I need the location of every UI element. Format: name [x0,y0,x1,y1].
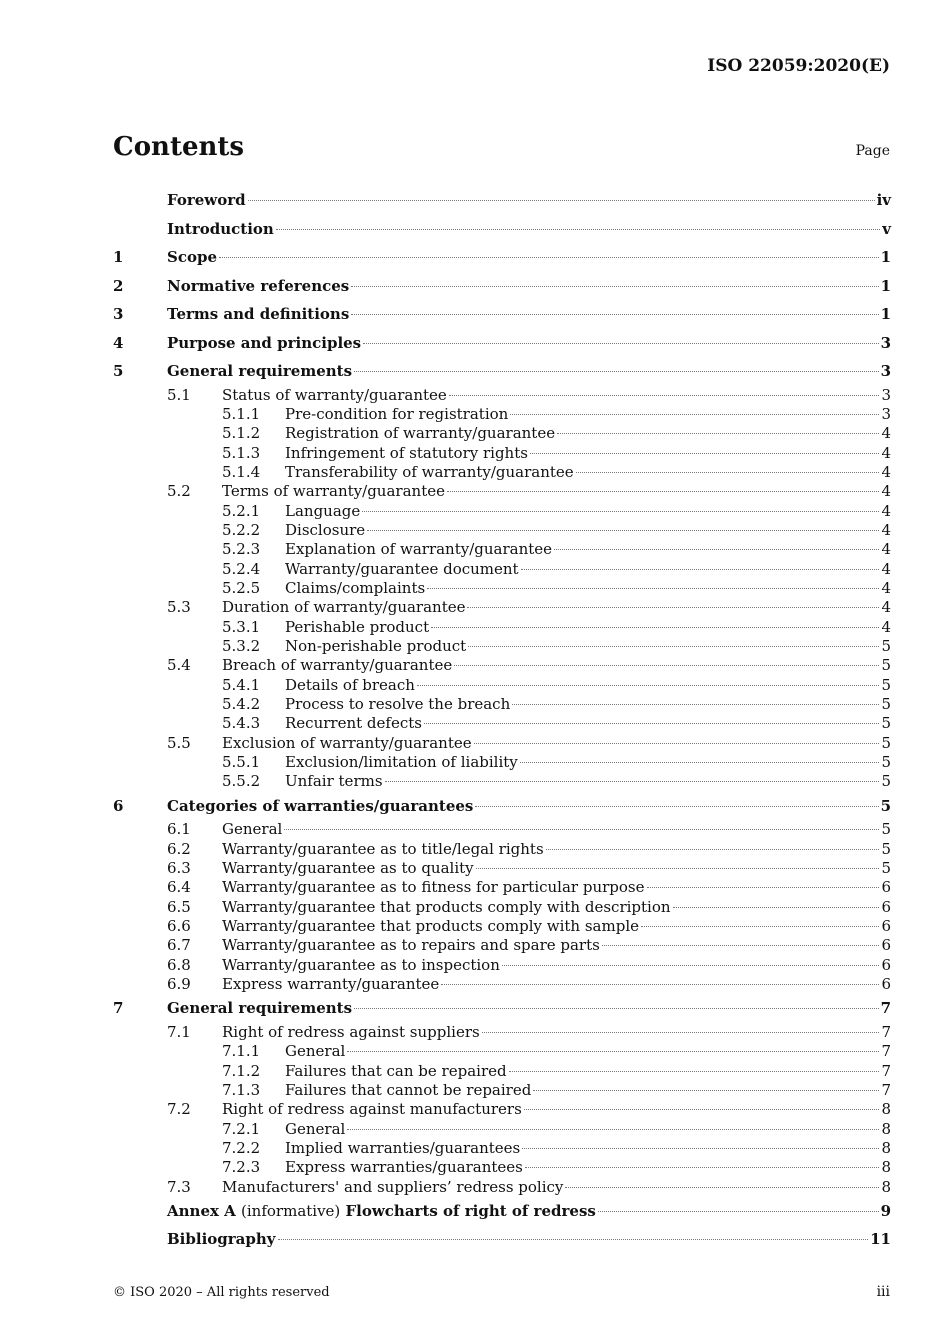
toc-page-number: 9 [880,1201,891,1220]
toc-section-number: 5.3.2 [222,636,261,655]
toc-entry[interactable] [113,772,891,791]
toc-page-number: 7 [881,1080,891,1099]
toc-entry-title: Status of warranty/guarantee [222,385,447,404]
toc-entry-title: Warranty/guarantee as to fitness for particular purpose [222,878,645,897]
toc-page-number: 6 [881,955,891,974]
dot-leader [554,549,879,550]
toc-entry-title: Implied warranties/guarantees [285,1138,521,1157]
toc-entry-title: Perishable product [285,617,430,636]
toc-entry[interactable] [113,695,891,714]
toc-annex-label: Annex A [167,1201,236,1220]
toc-entry-title: General [285,1119,346,1138]
toc-section-number: 5.4.1 [222,675,261,694]
toc-section-number: 5.2.1 [222,501,261,520]
toc-entry-title: Warranty/guarantee document [285,559,519,578]
toc-section-number: 5.1.3 [222,443,261,462]
toc-entry-title: Duration of warranty/guarantee [222,598,466,617]
toc-page-number: 5 [881,714,891,733]
toc-entry[interactable] [113,243,891,272]
toc-entry[interactable] [113,1225,891,1254]
toc-section-number: 5.1.1 [222,404,261,423]
toc-entry[interactable] [113,186,891,215]
toc-entry-title: Recurrent defects [285,714,422,733]
toc-entry-title: Warranty/guarantee as to quality [222,858,474,877]
toc-page-number: 5 [881,695,891,713]
toc-entry[interactable] [113,386,891,405]
toc-entry[interactable] [113,878,891,897]
toc-page-number: 4 [881,540,891,559]
dot-leader [565,1187,879,1188]
toc-section-number: 5.4.2 [222,695,261,713]
toc-entry-title: Language [285,501,361,520]
toc-entry-title: Failures that can be repaired [285,1061,507,1080]
toc-section-number: 6 [113,796,124,815]
dot-leader [467,607,879,608]
dot-leader [476,868,880,869]
toc-section-number: 5.2.2 [222,520,261,539]
toc-entry[interactable] [113,618,891,637]
toc-entry-title: Warranty/guarantee as to repairs and spare parts [222,936,600,955]
dot-leader [602,945,880,946]
toc-annex-title: Flowcharts of right of redress [345,1201,596,1220]
toc-entry-title: Registration of warranty/guarantee [285,424,556,443]
toc-entry[interactable] [113,714,891,733]
toc-entry-title: Explanation of warranty/guarantee [285,540,553,559]
contents-title: Contents [113,132,245,162]
toc-page-number: 5 [881,858,891,877]
toc-page-number: 3 [880,362,891,380]
toc-entry[interactable] [113,560,891,579]
dot-leader [248,200,875,201]
dot-leader [510,414,879,415]
dot-leader [454,665,879,666]
dot-leader [347,1129,879,1130]
dot-leader [284,829,879,830]
dot-leader [219,257,879,258]
toc-section-number: 4 [113,333,124,352]
dot-leader [427,588,879,589]
toc-entry[interactable] [113,1100,891,1119]
toc-entry-title: Terms of warranty/guarantee [222,482,445,501]
dot-leader [354,371,879,372]
dot-leader [351,314,878,315]
toc-entry-title: Breach of warranty/guarantee [222,656,453,675]
toc-entry[interactable] [113,917,891,936]
toc-section-number: 7.1.2 [222,1061,261,1080]
toc-entry[interactable] [113,1023,891,1042]
dot-leader [546,849,880,850]
toc-entry-title: Bibliography [167,1230,276,1249]
toc-entry-title: General [222,820,283,839]
toc-section-number: 5.4.3 [222,714,261,733]
toc-page-number: 8 [881,1158,891,1177]
toc-entry-title: Express warranty/guarantee [222,974,440,993]
toc-page-number: 3 [881,404,891,423]
toc-page-number: 8 [881,1177,891,1196]
toc-page-number: 8 [881,1138,891,1157]
toc-entry[interactable] [113,859,891,878]
toc-entry-title: Purpose and principles [167,333,362,352]
dot-leader [354,1008,879,1009]
toc-entry[interactable] [113,1062,891,1081]
toc-section-number: 5.2.4 [222,559,261,578]
toc-entry-title: Failures that cannot be repaired [285,1080,532,1099]
toc-section-number: 7.2.3 [222,1158,261,1177]
toc-page-number: 4 [881,598,891,617]
dot-leader [482,1032,880,1033]
page-number: iii [876,1284,890,1300]
toc-section-number: 6.9 [167,974,191,993]
dot-leader [347,1051,879,1052]
toc-entry[interactable] [113,936,891,955]
toc-page-number: 4 [881,501,891,520]
toc-page-number: 5 [881,839,891,858]
toc-entry[interactable] [113,521,891,540]
dot-leader [502,965,880,966]
toc-entry[interactable] [113,898,891,917]
toc-entry-title: General requirements [167,362,353,380]
toc-page-number: 3 [881,385,891,404]
toc-entry-title: Normative references [167,276,350,295]
toc-annex-note: (informative) [241,1201,341,1220]
toc-section-number: 5.2 [167,482,191,501]
toc-entry[interactable] [113,1178,891,1197]
dot-leader [474,743,880,744]
toc-section-number: 5.1 [167,385,191,404]
page-column-heading: Page [855,143,890,159]
toc-page-number: 5 [881,675,891,694]
toc-page-number: 6 [881,878,891,897]
toc-section-number: 5.2.5 [222,578,261,597]
document-id: ISO 22059:2020(E) [707,56,890,76]
toc-page-number: 5 [881,733,891,752]
toc-entry[interactable] [113,463,891,482]
dot-leader [576,472,880,473]
toc-page-number: v [882,219,891,238]
toc-entry-title: Right of redress against suppliers [222,1022,480,1041]
toc-entry-title: Exclusion of warranty/guarantee [222,733,472,752]
toc-section-number: 5.3 [167,598,191,617]
dot-leader [447,491,879,492]
toc-page-number: 7 [881,1061,891,1080]
toc-section-number: 5.1.4 [222,462,261,481]
toc-section-number: 6.5 [167,897,191,916]
toc-section-number: 6.3 [167,858,191,877]
toc-section-number: 7.1.3 [222,1080,261,1099]
dot-leader [449,395,880,396]
toc-section-number: 7.2.1 [222,1119,261,1138]
toc-entry-title: Transferability of warranty/guarantee [285,462,574,481]
toc-entry[interactable] [113,540,891,559]
table-of-contents [113,186,891,1254]
toc-page-number: 3 [880,333,891,352]
toc-entry-title: Categories of warranties/guarantees [167,796,474,815]
toc-page-number: 7 [880,999,891,1018]
toc-entry-title: Terms and definitions [167,305,350,323]
toc-section-number: 5.4 [167,656,191,675]
toc-entry[interactable] [113,676,891,695]
toc-entry[interactable] [113,357,891,386]
toc-entry[interactable] [113,656,891,675]
toc-page-number: 4 [881,443,891,462]
toc-page-number: 4 [881,482,891,501]
dot-leader [524,1109,880,1110]
toc-entry-title: Scope [167,248,218,266]
toc-entry[interactable] [113,482,891,501]
toc-entry-title: Warranty/guarantee as to inspection [222,955,500,974]
toc-page-number: 8 [881,1100,891,1119]
toc-entry-title: Claims/complaints [285,578,426,597]
toc-entry-title: Foreword [167,191,246,209]
toc-section-number: 7.3 [167,1177,191,1196]
copyright-notice: © ISO 2020 – All rights reserved [113,1285,330,1300]
toc-entry-title: Details of breach [285,675,415,694]
toc-page-number: 1 [880,248,891,266]
toc-page-number: 6 [881,916,891,935]
toc-section-number: 5.3.1 [222,617,261,636]
dot-leader [385,781,880,782]
toc-entry[interactable] [113,1042,891,1061]
toc-entry[interactable] [113,424,891,443]
toc-page-number: 5 [881,772,891,791]
toc-entry[interactable] [113,1158,891,1177]
toc-page-number: 8 [881,1119,891,1138]
toc-entry[interactable] [113,840,891,859]
toc-entry-title [167,1197,596,1226]
toc-page-number: 1 [880,276,891,295]
toc-section-number: 7.2.2 [222,1138,261,1157]
toc-entry-title: Exclusion/limitation of liability [285,753,518,772]
toc-entry[interactable] [113,975,891,994]
toc-entry-title: Express warranties/guarantees [285,1158,523,1177]
toc-entry-title: Introduction [167,219,274,238]
toc-section-number: 5.5 [167,733,191,752]
toc-section-number: 7.1.1 [222,1042,261,1061]
toc-section-number: 5 [113,362,124,380]
dot-leader [363,343,878,344]
dot-leader [468,646,879,647]
toc-entry-title: Infringement of statutory rights [285,443,528,462]
toc-entry[interactable] [113,753,891,772]
toc-section-number: 7.2 [167,1100,191,1119]
toc-entry[interactable] [113,272,891,301]
toc-page-number: 5 [880,796,891,815]
toc-entry[interactable] [113,215,891,244]
toc-page-number: 6 [881,897,891,916]
dot-leader [512,704,879,705]
toc-entry[interactable] [113,1081,891,1100]
toc-section-number: 7.1 [167,1022,191,1041]
toc-section-number: 2 [113,276,124,295]
toc-entry[interactable] [113,956,891,975]
toc-entry[interactable] [113,579,891,598]
toc-entry[interactable] [113,405,891,424]
toc-page-number: 4 [881,617,891,636]
toc-entry-title: General [285,1042,346,1061]
toc-entry[interactable] [113,792,891,821]
toc-section-number: 6.6 [167,916,191,935]
toc-page-number: 11 [870,1230,891,1249]
dot-leader [598,1211,879,1212]
dot-leader [525,1167,880,1168]
toc-entry[interactable] [113,444,891,463]
toc-entry[interactable] [113,994,891,1023]
toc-page-number: 4 [881,578,891,597]
toc-entry-title: Right of redress against manufacturers [222,1100,522,1119]
toc-section-number: 5.2.3 [222,540,261,559]
toc-page-number: iv [876,191,891,209]
toc-section-number: 6.1 [167,820,191,839]
toc-page-number: 6 [881,974,891,993]
dot-leader [557,433,879,434]
toc-entry-title: Process to resolve the breach [285,695,511,713]
dot-leader [641,926,879,927]
dot-leader [417,685,880,686]
toc-entry-title: General requirements [167,999,353,1018]
toc-section-number: 5.5.1 [222,753,261,772]
toc-entry[interactable] [113,1197,891,1226]
toc-entry-title: Non-perishable product [285,636,467,655]
toc-entry-title: Warranty/guarantee as to title/legal rights [222,839,544,858]
toc-page-number: 4 [881,520,891,539]
dot-leader [367,530,879,531]
toc-entry[interactable] [113,734,891,753]
toc-page-number: 6 [881,936,891,955]
toc-page-number: 5 [881,820,891,839]
toc-entry[interactable] [113,820,891,839]
toc-entry[interactable] [113,329,891,358]
toc-section-number: 5.5.2 [222,772,261,791]
toc-page-number: 4 [881,424,891,443]
dot-leader [278,1239,869,1240]
toc-page-number: 4 [881,559,891,578]
dot-leader [521,569,880,570]
dot-leader [351,286,878,287]
toc-page-number: 5 [881,656,891,675]
toc-entry[interactable] [113,300,891,329]
toc-entry[interactable] [113,637,891,656]
dot-leader [424,723,880,724]
dot-leader [276,229,880,230]
toc-section-number: 6.4 [167,878,191,897]
dot-leader [431,627,879,628]
dot-leader [520,762,880,763]
toc-entry-title: Warranty/guarantee that products comply with description [222,897,671,916]
toc-section-number: 7 [113,999,124,1018]
toc-page-number: 1 [880,305,891,323]
toc-entry-title: Disclosure [285,520,366,539]
dot-leader [533,1090,879,1091]
toc-entry[interactable] [113,502,891,521]
toc-entry-title: Manufacturers' and suppliers’ redress policy [222,1177,564,1196]
dot-leader [673,907,880,908]
toc-page-number: 5 [881,636,891,655]
dot-leader [530,453,880,454]
toc-entry[interactable] [113,1139,891,1158]
dot-leader [522,1148,879,1149]
toc-entry-title: Unfair terms [285,772,383,791]
toc-entry[interactable] [113,1120,891,1139]
dot-leader [509,1071,880,1072]
toc-page-number: 4 [881,462,891,481]
toc-section-number: 5.1.2 [222,424,261,443]
toc-section-number: 3 [113,305,124,323]
toc-page-number: 7 [881,1042,891,1061]
dot-leader [441,984,879,985]
toc-section-number: 6.7 [167,936,191,955]
toc-section-number: 1 [113,248,124,266]
toc-entry-title: Pre-condition for registration [285,404,509,423]
toc-entry[interactable] [113,598,891,617]
toc-page-number: 5 [881,753,891,772]
dot-leader [475,806,878,807]
toc-page-number: 7 [881,1022,891,1041]
dot-leader [362,511,879,512]
toc-entry-title: Warranty/guarantee that products comply with sample [222,916,640,935]
dot-leader [647,887,880,888]
toc-section-number: 6.2 [167,839,191,858]
toc-section-number: 6.8 [167,955,191,974]
